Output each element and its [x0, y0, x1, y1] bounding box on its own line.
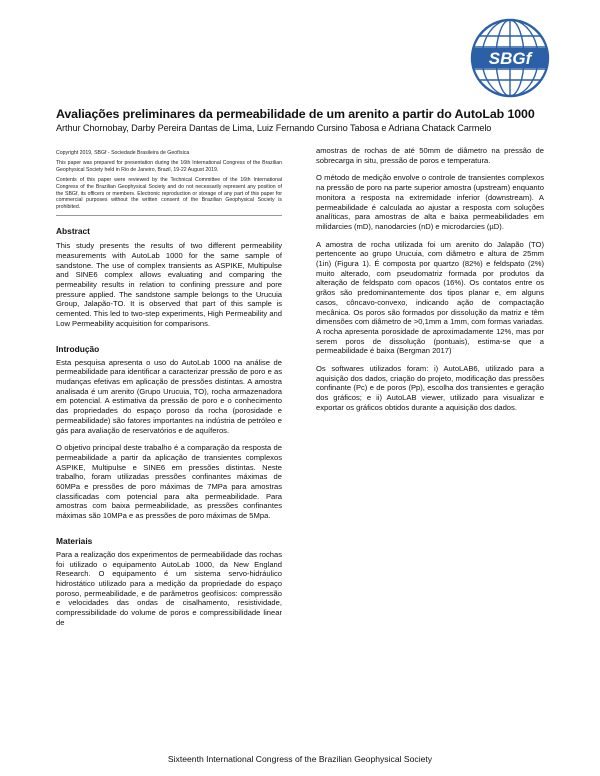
materiais-paragraph: A amostra de rocha utilizada foi um arenito do Jalapão (TO) pertencente ao grupo Urucuia, com diâmetro e altura de 25mm (1in) (Figura 1). É composta por quartzo (82%) e feldspato (2%) muito alterado, com pseudomatriz formada por produtos da alteração de feldspato com opacos (16%). Os contatos entre os grãos são predominantemente dos tipos planar e, em alguns casos, côncavo-convexo, indicando ação de compactação mecânica. Os poros são formados por dissolução da matriz e têm dimensões com diâmetro de >0,1mm a 1mm, com formas variadas. A rocha apresenta porosidade de aproximadamente 12%, mas por serem poros de dissolução (pontuais), estima-se que a permeabilidade é baixa (Bergman 2017) [316, 239, 544, 356]
right-column [316, 146, 544, 421]
review-notice: Contents of this paper were reviewed by the Technical Committee of the 16th International Congress of the Brazilian Geophysical Society and do not necessarily represent any position of the SBGf, its officers or members. Electronic reproduction or storage of any part of this paper for commercial purposes without the written consent of the Brazilian Geophysical Society is prohibited. [56, 176, 282, 211]
introducao-paragraph: O objetivo principal deste trabalho é a comparação da resposta de permeabilidade a partir da aplicação de transientes complexos ASPIKE, Multipulse e SINE6 em pressões distintas. Neste trabalho, foram utilizadas pressões confinantes máximas de 60MPa e pressões de poro máximas de 7MPa para amostras classificadas com potencial para alta permeabilidade. Para amostras com baixa permeabilidade, as pressões confinantes máximas são 10MPa e as pressões de poro máximas de 5Mpa. [56, 443, 282, 521]
materiais-heading: Materiais [56, 535, 93, 546]
paper-title: Avaliações preliminares da permeabilidade de um arenito a partir do AutoLab 1000 [56, 107, 535, 121]
abstract-section [56, 226, 282, 328]
introducao-heading: Introdução [56, 343, 100, 354]
materiais-section [56, 536, 282, 628]
materiais-paragraph: Para a realização dos experimentos de permeabilidade das rochas foi utilizado o equipamento AutoLab 1000, da New England Research. O equipamento é um sistema servo-hidráulico hidrostático utilizado para a medição da propriedade do espaço poroso, permeabilidade, e de parâmetros geofísicos: compressão e velocidades das ondas de cisalhamento, resistividade, compressibilidade do volume de poros e compressibilidade linear de [56, 549, 282, 627]
materiais-paragraph: O método de medição envolve o controle de transientes complexos na pressão de poro na parte superior amostra (upstream) enquanto monitora a resposta na extremidade inferior (downstream). A permeabilidade é calculada ao ajustar a resposta com soluções analíticas, para amostras de alta e baixa permeabilidades em milidarcies (mD), nanodarcies (nD) e microdarcies (µD). [316, 173, 544, 231]
sbgf-logo [466, 14, 554, 102]
logo-text: SBGf [488, 49, 532, 68]
materiais-paragraph: Os softwares utilizados foram: i) AutoLAB6, utilizado para a aquisição dos dados, criação do projeto, modificação das pressões confinante (Pc) e de poros (Pp), escolha dos transientes e geração dos gráficos; e ii) AutoLAB viewer, utilizado para visualizar e exportar os gráficos obtidos durante a aquisição dos dados. [316, 364, 544, 412]
introducao-section [56, 344, 282, 521]
page-footer: Sixteenth International Congress of the Brazilian Geophysical Society [167, 754, 433, 764]
left-column [56, 150, 282, 635]
introducao-paragraph: Esta pesquisa apresenta o uso do AutoLab 1000 na análise de permeabilidade para identificar a caracterizar pressão de poro e as mudanças efetivas em aplicação de pressões distintas. A amostra analisada é um arenito (Grupo Urucuia, TO), rocha armazenadora em potencial. A estimativa da pressão de poro e o conhecimento das propriedades do espaço poroso da rocha (porosidade e permeabilidade) são fatores importantes na indústria de petróleo e gás para avaliação de reservatórios e de aquíferos. [56, 357, 282, 435]
globe-logo-icon [466, 14, 554, 102]
presentation-notice: This paper was prepared for presentation during the 16th International Congress of the Brazilian Geophysical Society held in Rio de Janeiro, Brazil, 19-22 August 2019. [56, 159, 282, 173]
abstract-text: This study presents the results of two different permeability measurements with AutoLab 1000 for the same sample of sandstone. The use of complex transients as ASPIKE, Multipulse and SINE6 complex allows evaluating and comparing the permeability results in relation to confining pressure and pore pressure applied. The sandstone sample belongs to the Urucuia Group, Jalapão-TO. It is observed that part of this sample is cemented. This led to two-step experiments, High Permeability and Low Permeability acquisition for comparisons. [56, 241, 282, 328]
notice-divider [56, 215, 282, 216]
abstract-heading: Abstract [56, 226, 90, 237]
materiais-paragraph: amostras de rochas de até 50mm de diâmetro na pressão de sobrecarga in situ, pressão de poros e temperatura. [316, 146, 544, 165]
copyright-notice: Copyright 2019, SBGf - Sociedade Brasileira de Geofísica [56, 150, 190, 156]
paper-authors: Arthur Chornobay, Darby Pereira Dantas de Lima, Luiz Fernando Cursino Tabosa e Adriana Chatack Carmelo [56, 123, 492, 133]
